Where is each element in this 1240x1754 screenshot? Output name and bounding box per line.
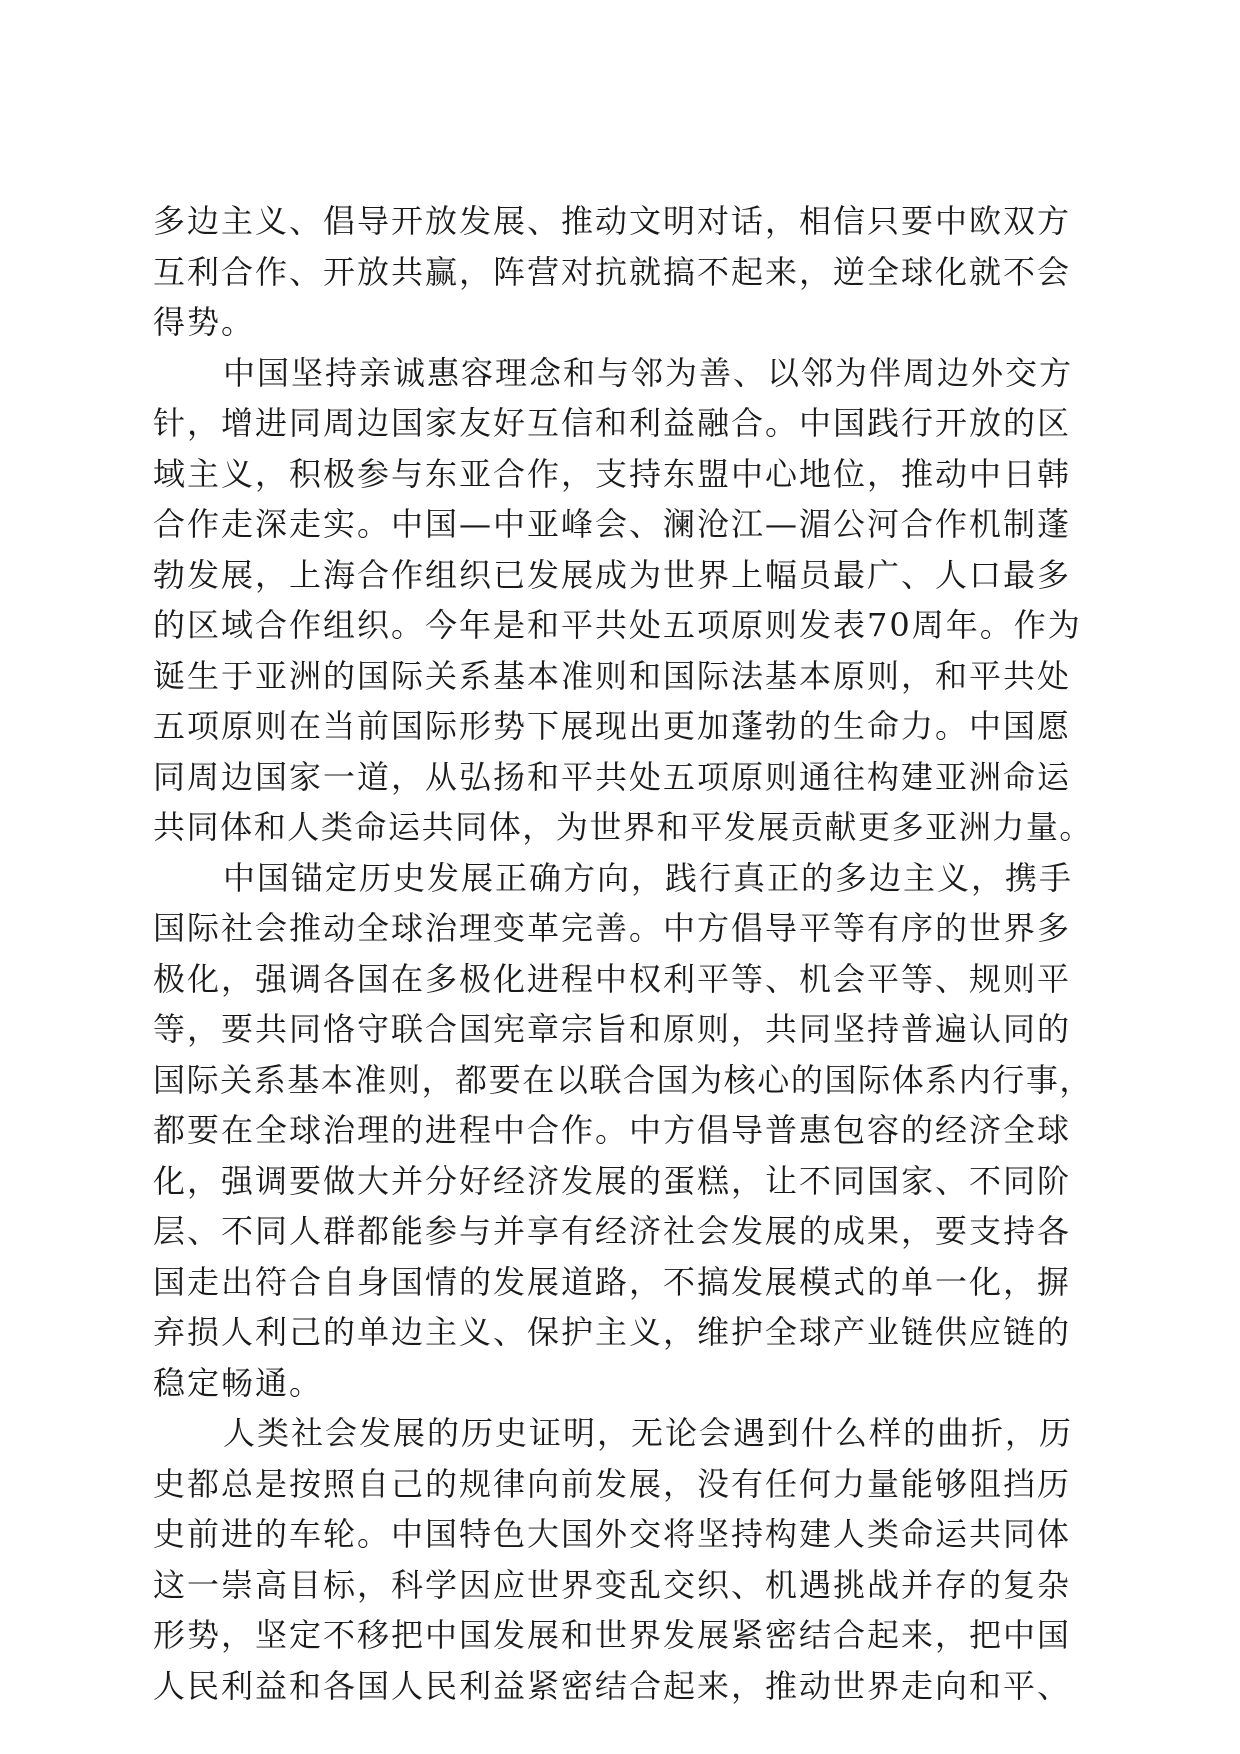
text-line: 等，要共同恪守联合国宪章宗旨和原则，共同坚持普遍认同的: [153, 1010, 1072, 1048]
text-line: 针，增进同周边国家友好互信和利益融合。中国践行开放的区: [153, 404, 1072, 442]
text-line: 的区域合作组织。今年是和平共处五项原则发表70周年。作为: [153, 606, 1082, 644]
text-line: 互利合作、开放共赢，阵营对抗就搞不起来，逆全球化就不会: [153, 252, 1072, 291]
text-line: 都要在全球治理的进程中合作。中方倡导普惠包容的经济全球: [153, 1111, 1072, 1149]
text-line: 人民利益和各国人民利益紧密结合起来，推动世界走向和平、: [153, 1666, 1072, 1705]
paragraph-first-line: 人类社会发展的历史证明，无论会遇到什么样的曲折，历: [223, 1414, 1074, 1452]
text-line: 勃发展，上海合作组织已发展成为世界上幅员最广、人口最多: [153, 555, 1072, 594]
text-line: 极化，强调各国在多极化进程中权利平等、机会平等、规则平: [153, 959, 1072, 998]
text-line: 史都总是按照自己的规律向前发展，没有任何力量能够阻挡历: [153, 1464, 1072, 1503]
text-line: 多边主义、倡导开放发展、推动文明对话，相信只要中欧双方: [153, 202, 1072, 240]
text-line: 域主义，积极参与东亚合作，支持东盟中心地位，推动中日韩: [153, 454, 1072, 493]
text-line: 稳定畅通。: [153, 1363, 324, 1402]
text-line: 弃损人利己的单边主义、保护主义，维护全球产业链供应链的: [153, 1313, 1072, 1351]
text-line: 形势，坚定不移把中国发展和世界发展紧密结合起来，把中国: [153, 1616, 1072, 1654]
text-line: 层、不同人群都能参与并享有经济社会发展的成果，要支持各: [153, 1212, 1072, 1250]
text-line: 国际社会推动全球治理变革完善。中方倡导平等有序的世界多: [153, 909, 1072, 947]
text-line: 史前进的车轮。中国特色大国外交将坚持构建人类命运共同体: [153, 1515, 1072, 1553]
text-line: 合作走深走实。中国—中亚峰会、澜沧江—湄公河合作机制蓬: [153, 505, 1072, 543]
text-line: 同周边国家一道，从弘扬和平共处五项原则通往构建亚洲命运: [153, 757, 1072, 796]
text-line: 这一崇高目标，科学因应世界变乱交织、机遇挑战并存的复杂: [153, 1565, 1072, 1604]
text-line: 得势。: [153, 303, 256, 341]
paragraph-first-line: 中国锚定历史发展正确方向，践行真正的多边主义，携手: [223, 858, 1074, 897]
body-text: [153, 196, 1093, 1711]
text-line: 国走出符合自身国情的发展道路，不搞发展模式的单一化，摒: [153, 1262, 1072, 1301]
text-line: 诞生于亚洲的国际关系基本准则和国际法基本原则，和平共处: [153, 656, 1072, 695]
text-line: 国际关系基本准则，都要在以联合国为核心的国际体系内行事，: [153, 1060, 1094, 1099]
text-line: 化，强调要做大并分好经济发展的蛋糕，让不同国家、不同阶: [153, 1161, 1072, 1200]
paragraph-first-line: 中国坚持亲诚惠容理念和与邻为善、以邻为伴周边外交方: [223, 353, 1074, 392]
text-line: 共同体和人类命运共同体，为世界和平发展贡献更多亚洲力量。: [153, 808, 1094, 846]
text-line: 五项原则在当前国际形势下展现出更加蓬勃的生命力。中国愿: [153, 707, 1072, 745]
